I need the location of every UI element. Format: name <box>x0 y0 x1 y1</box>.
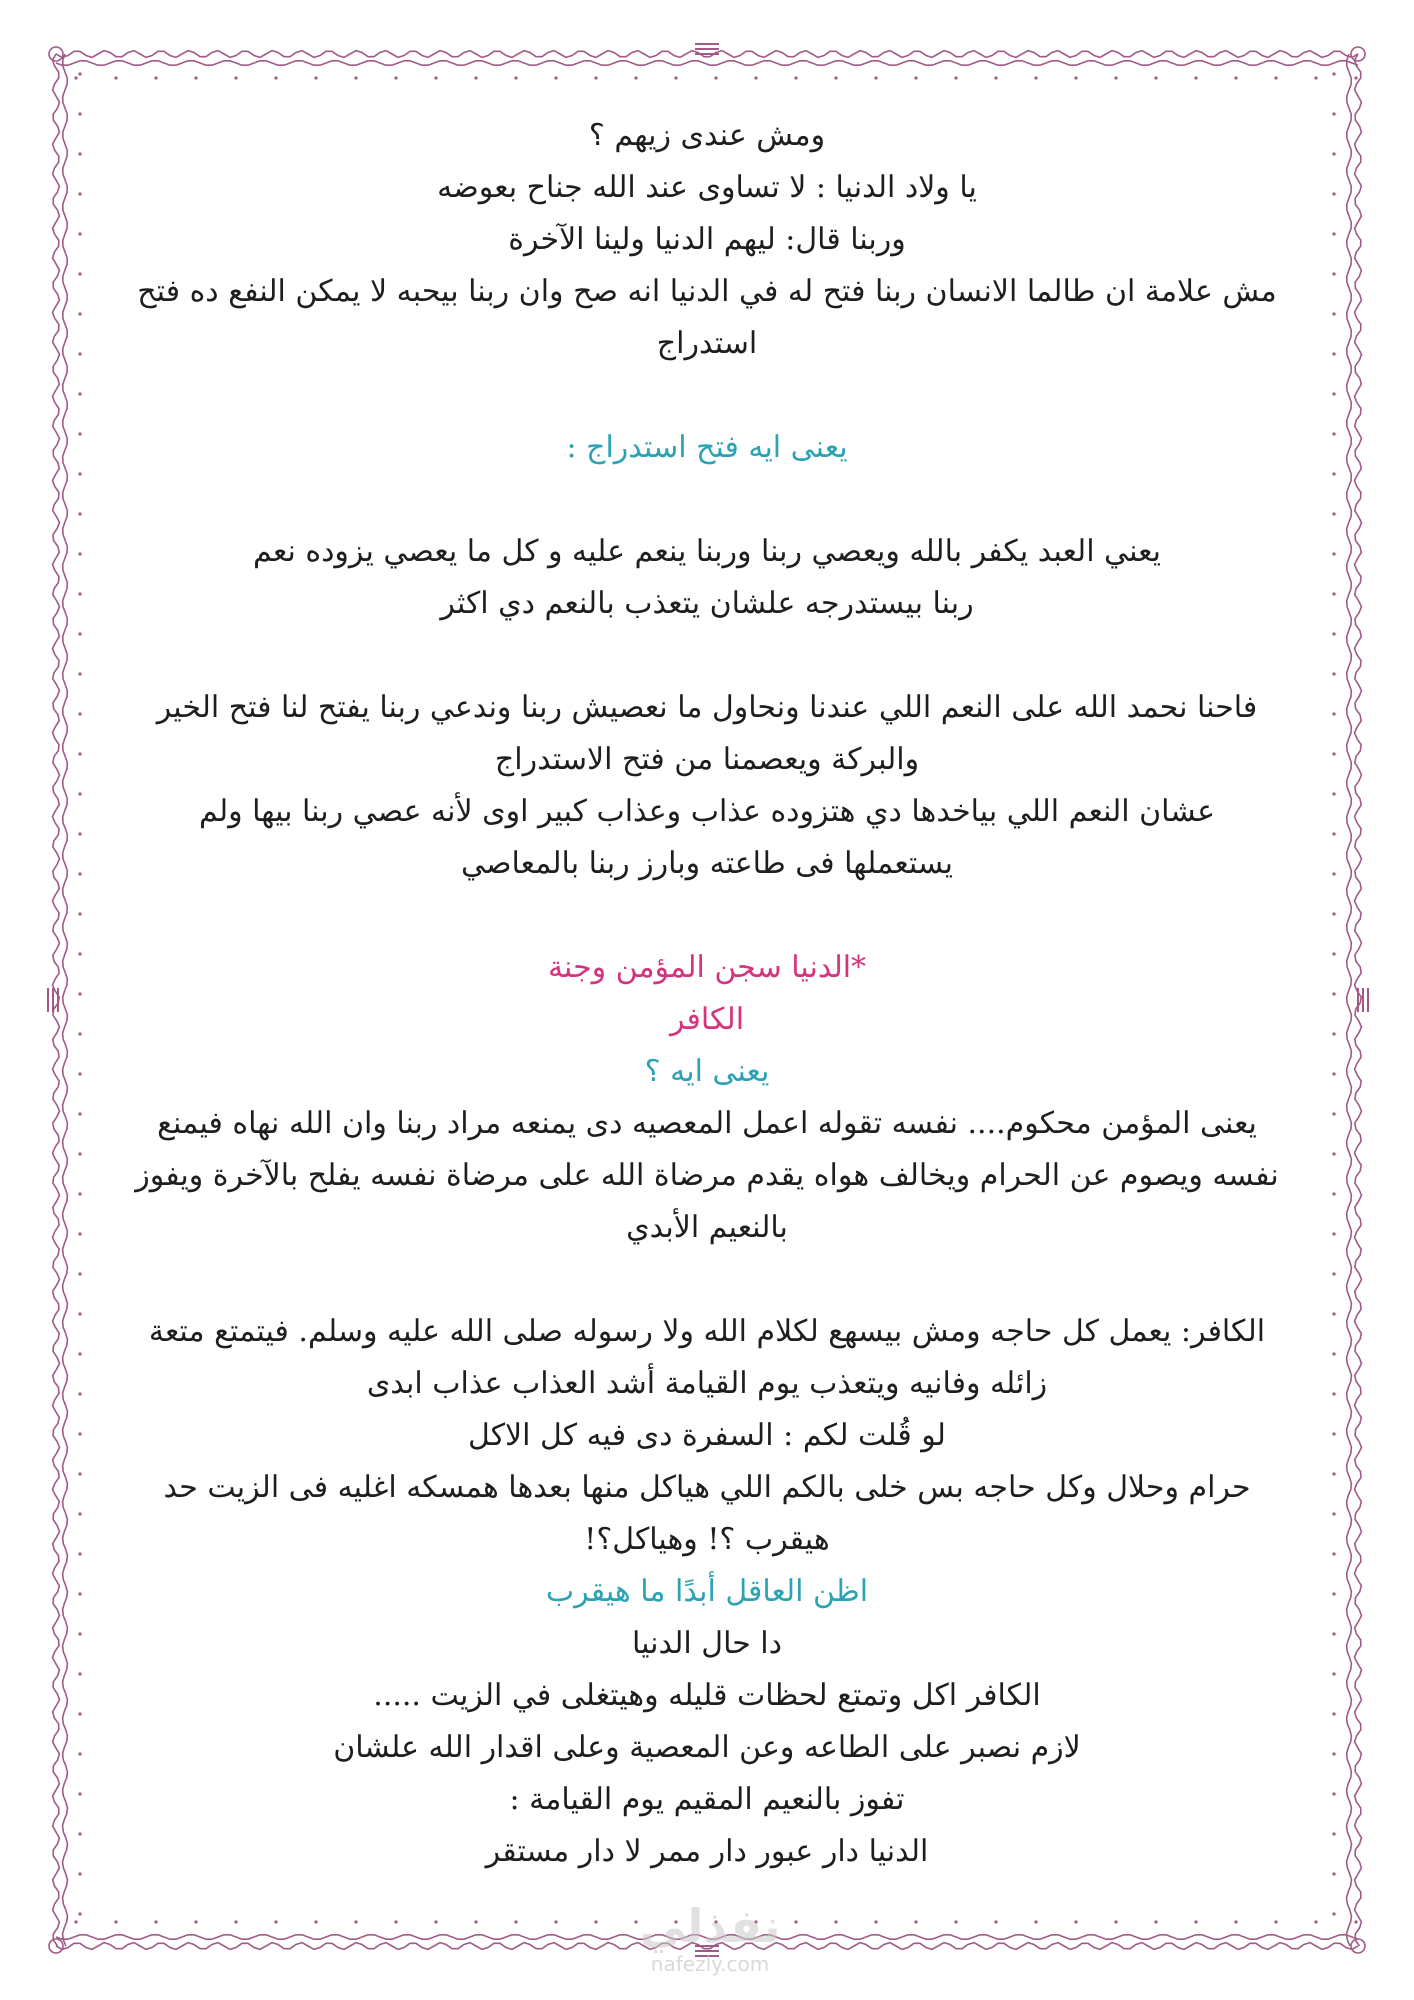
text-line: يا ولاد الدنيا : لا تساوى عند الله جناح بعوضه <box>437 170 977 205</box>
document-body <box>120 110 1294 1878</box>
paragraph-gap <box>120 890 1294 942</box>
heading-line: يعنى ايه فتح استدراج : <box>566 430 848 465</box>
text-line: نفسه ويصوم عن الحرام ويخالف هواه يقدم مرضاة الله على مرضاة نفسه يفلح بالآخرة ويفوز <box>135 1158 1279 1193</box>
text-line: لو قُلت لكم : السفرة دى فيه كل الاكل <box>468 1418 946 1453</box>
heading-line: يعنى ايه ؟ <box>644 1054 770 1089</box>
heading-line: *الدنيا سجن المؤمن وجنة <box>547 950 867 985</box>
text-line: الكافر اكل وتمتع لحظات قليله وهيتغلى في الزيت ..... <box>373 1678 1041 1713</box>
text-line: وربنا قال: ليهم الدنيا ولينا الآخرة <box>508 222 906 257</box>
text-line: عشان النعم اللي بياخدها دي هتزوده عذاب وعذاب كبير اوى لأنه عصي ربنا بيها ولم <box>199 794 1215 829</box>
paragraph-gap <box>120 630 1294 682</box>
watermark <box>600 1900 820 1976</box>
text-line: الدنيا دار عبور دار ممر لا دار مستقر <box>485 1834 929 1869</box>
text-line: زائله وفانيه ويتعذب يوم القيامة أشد العذاب عذاب ابدى <box>366 1366 1048 1401</box>
text-line: مش علامة ان طالما الانسان ربنا فتح له في الدنيا انه صح وان ربنا بيحبه لا يمكن النفع ده فتح <box>137 274 1277 309</box>
text-line: ومش عندى زيهم ؟ <box>588 118 826 153</box>
text-line: بالنعيم الأبدي <box>626 1210 788 1245</box>
paragraph-gap <box>120 474 1294 526</box>
paragraph-gap <box>120 1254 1294 1306</box>
text-line: دا حال الدنيا <box>631 1626 782 1661</box>
text-line: الكافر: يعمل كل حاجه ومش بيسهع لكلام الله ولا رسوله صلى الله عليه وسلم. فيتمتع متعة <box>148 1314 1266 1349</box>
watermark-url: nafezly.com <box>650 1952 770 1976</box>
heading-line: اظن العاقل أبدًا ما هيقرب <box>545 1574 869 1609</box>
text-line: يعني العبد يكفر بالله ويعصي ربنا وربنا ينعم عليه و كل ما يعصي يزوده نعم <box>253 534 1161 569</box>
text-line: فاحنا نحمد الله على النعم اللي عندنا ونحاول ما نعصيش ربنا وندعي ربنا يفتح لنا فتح الخير <box>156 690 1258 725</box>
heading-line: الكافر <box>669 1002 745 1037</box>
paragraph-gap <box>120 370 1294 422</box>
watermark-logo: نفذلي <box>639 1899 781 1953</box>
text-line: ربنا بيستدرجه علشان يتعذب بالنعم دي اكثر <box>440 586 974 621</box>
text-line: يعنى المؤمن محكوم.... نفسه تقوله اعمل المعصيه دى يمنعه مراد ربنا وان الله نهاه فيمنع <box>157 1106 1257 1141</box>
text-line: تفوز بالنعيم المقيم يوم القيامة : <box>509 1782 905 1817</box>
text-line: يستعملها فى طاعته وبارز ربنا بالمعاصي <box>460 846 953 881</box>
text-line: حرام وحلال وكل حاجه بس خلى بالكم اللي هياكل منها بعدها همسكه اغليه فى الزيت حد <box>163 1470 1251 1505</box>
text-line: استدراج <box>656 326 758 361</box>
text-line: هيقرب ؟! وهياكل؟! <box>584 1522 830 1557</box>
text-line: والبركة ويعصمنا من فتح الاستدراج <box>494 742 920 777</box>
text-line: لازم نصبر على الطاعه وعن المعصية وعلى اقدار الله علشان <box>333 1730 1081 1765</box>
